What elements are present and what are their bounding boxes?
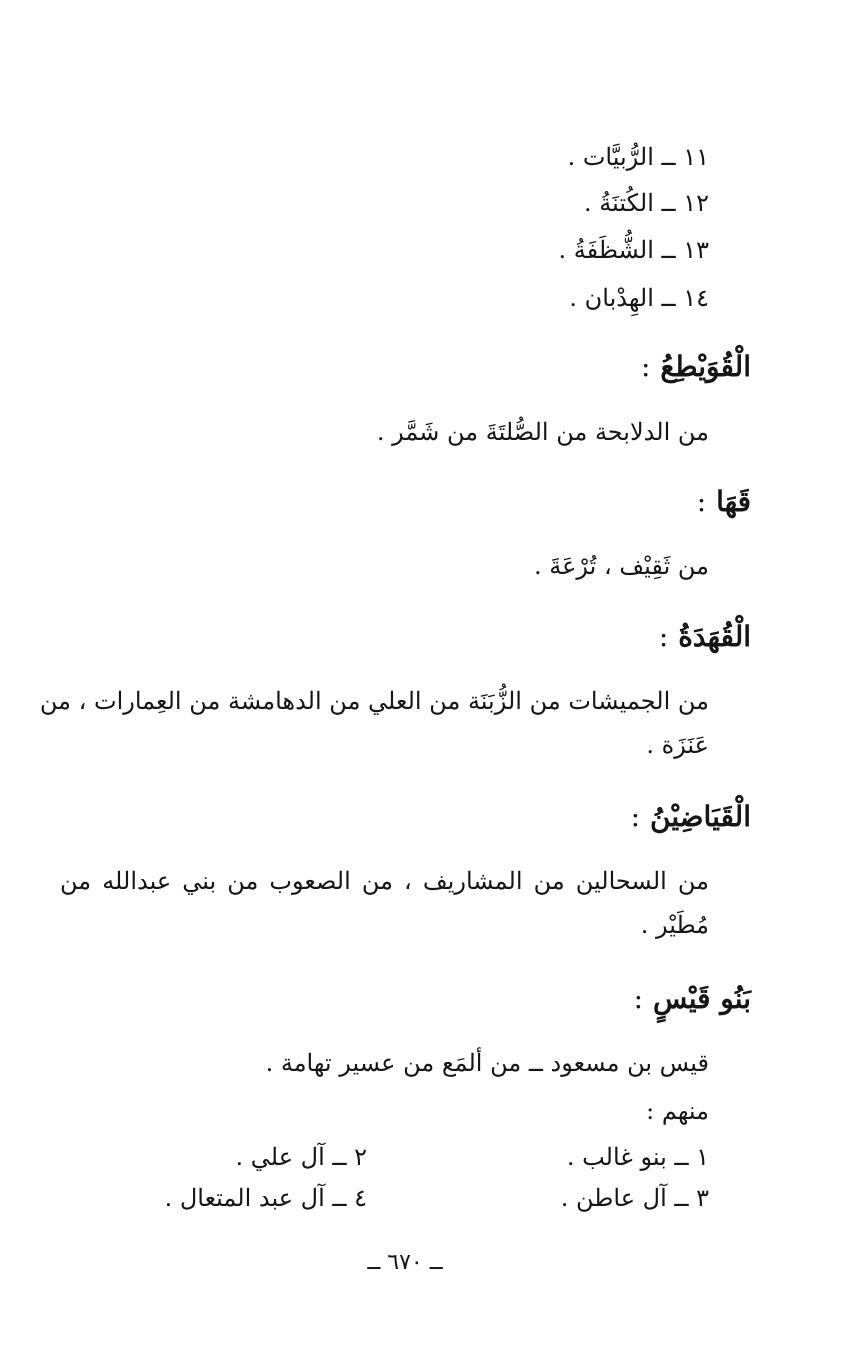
clan-item: ١ ــ بنو غالب . [566, 1143, 709, 1171]
section-heading [641, 350, 751, 384]
clan-item: ٣ ــ آل عاطن . [560, 1184, 709, 1212]
section-text: من الجميشات من الزُّبَنَة من العلي من الدهامشة من العِمارات ، من [39, 687, 709, 715]
section-heading [659, 620, 751, 654]
section-heading [634, 982, 751, 1016]
heading-colon: : [696, 485, 707, 518]
section-heading [697, 485, 751, 519]
page-number: ــ ٦٧٠ ــ [367, 1250, 443, 1275]
section-text-continued: عَنَزَة . [646, 731, 709, 759]
section-text: من الدلابحة من الصُّلتَةَ من شَمَّر . [376, 418, 709, 446]
list-item: ١٤ ــ الهِدْبان . [569, 284, 709, 312]
section-text-continued: مُطَيْر . [640, 911, 709, 939]
section-heading [631, 800, 751, 834]
clan-item: ٤ ــ آل عبد المتعال . [164, 1184, 367, 1212]
list-item: ١١ ــ الرُّبيَّات . [567, 143, 709, 171]
section-text: منهم : [646, 1097, 709, 1125]
section-text: من ثَقِيْف ، تُرْعَةَ . [533, 552, 709, 580]
list-item: ١٢ ــ الكُتنَةُ . [584, 189, 709, 217]
heading-colon: : [633, 982, 643, 1015]
section-text: من السحالين من المشاريف ، من الصعوب من بني عبدالله من [60, 867, 709, 895]
heading-text: الْقُوَيْطِعُ [660, 350, 751, 383]
heading-text: الْقُهَدَةُ [678, 620, 751, 653]
heading-text: قَهَا [716, 485, 751, 518]
heading-text: بَنُو قَيْسٍ [653, 982, 751, 1015]
heading-colon: : [658, 620, 669, 653]
section-text: قيس بن مسعود ــ من ألمَع من عسير تهامة . [265, 1049, 709, 1077]
heading-colon: : [630, 800, 640, 833]
heading-colon: : [640, 350, 651, 383]
heading-text: الْقَيَاضِيْنُ [650, 800, 751, 833]
clan-item: ٢ ــ آل علي . [235, 1143, 367, 1171]
list-item: ١٣ ــ الشُّظَفَةُ . [558, 236, 709, 264]
